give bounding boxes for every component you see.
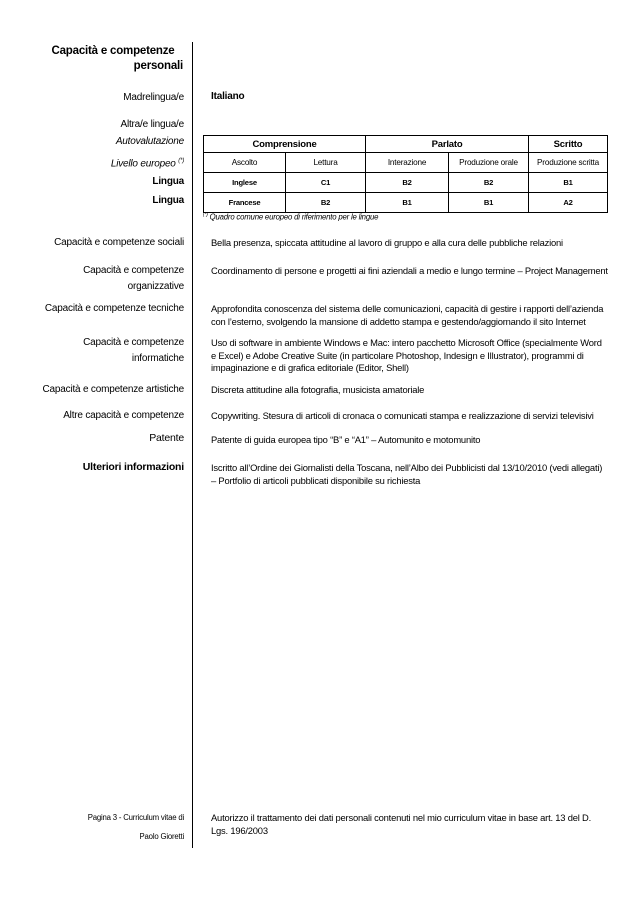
group-speaking: Parlato — [366, 136, 529, 153]
organizational-skills-value: Coordinamento di persone e progetti ai fini aziendali a medio e lungo termine – Project Management — [211, 265, 608, 276]
license-label: Patente — [149, 432, 184, 444]
footer-consent-line-1: Autorizzo il trattamento dei dati personali contenuti nel mio curriculum vitae in base art. 13 del D. — [211, 812, 592, 823]
license-value: Patente di guida europea tipo “B” e “A1” – Automunito e motomunito — [211, 434, 481, 445]
additional-info-value — [211, 462, 611, 487]
other-skills-value: Copywriting. Stesura di articoli di cronaca o comunicati stampa e realizzazione di servizi televisivi — [211, 410, 594, 421]
computer-skills-line-3: impaginazione e di grafica editoriale (Editor, Shell) — [211, 362, 409, 374]
other-skills-label: Altre capacità e competenze — [63, 410, 184, 421]
footer-author-name: Paolo Gioretti — [139, 832, 184, 841]
language-table-group-row — [204, 136, 608, 153]
technical-skills-line-2: con l’esterno, svolgendo la mansione di addetto stampa e gestendo/aggiornando il sito Internet — [211, 315, 586, 327]
column-divider — [192, 42, 193, 848]
technical-skills-value — [211, 303, 606, 328]
level-cell: B2 — [286, 193, 366, 213]
organizational-skills-label-line-2: organizzative — [127, 281, 184, 292]
additional-info-line-1: Iscritto all’Ordine dei Giornalisti della Toscana, nell’Albo dei Pubblicisti dal 13/10/2010 (vedi allegati) — [211, 462, 603, 473]
organizational-skills-label — [83, 264, 184, 293]
language-row-label-2: Lingua — [152, 195, 184, 206]
self-assessment-label: Autovalutazione — [115, 136, 184, 147]
language-table-subheader-row — [204, 153, 608, 173]
subheader-reading: Lettura — [286, 153, 366, 173]
language-name: Francese — [204, 193, 286, 213]
level-cell: C1 — [286, 173, 366, 193]
subheader-listening: Ascolto — [204, 153, 286, 173]
subheader-written-production: Produzione scritta — [529, 153, 608, 173]
computer-skills-line-1: Uso di software in ambiente Windows e Mac: intero pacchetto Microsoft Office (specialmente Word — [211, 337, 602, 348]
computer-skills-value — [211, 337, 606, 375]
technical-skills-label: Capacità e competenze tecniche — [44, 303, 184, 314]
european-level-mark: (*) — [178, 158, 184, 164]
additional-info-line-2: – Portfolio di articoli pubblicati disponibile su richiesta — [211, 474, 421, 486]
section-title-line-2: personali — [133, 60, 183, 72]
footer-consent — [211, 812, 606, 837]
artistic-skills-label: Capacità e competenze artistiche — [42, 384, 184, 395]
subheader-interaction: Interazione — [366, 153, 449, 173]
computer-skills-label-line-1: Capacità e competenze — [83, 337, 184, 348]
mother-tongue-value: Italiano — [211, 91, 245, 102]
table-row — [204, 193, 608, 213]
table-footnote — [203, 212, 378, 222]
level-cell: A2 — [529, 193, 608, 213]
european-level-text: Livello europeo — [110, 158, 176, 170]
group-comprehension: Comprensione — [204, 136, 366, 153]
social-skills-label: Capacità e competenze sociali — [54, 237, 184, 248]
footer-page-number: Pagina 3 - Curriculum vitae di — [87, 813, 184, 822]
social-skills-value: Bella presenza, spiccata attitudine al lavoro di gruppo e alla cura delle pubbliche relazioni — [211, 237, 563, 248]
computer-skills-label — [83, 336, 184, 365]
group-writing: Scritto — [529, 136, 608, 153]
section-title-line-1: Capacità e competenze — [51, 45, 175, 57]
additional-info-label: Ulteriori informazioni — [82, 461, 184, 473]
level-cell: B1 — [529, 173, 608, 193]
language-row-label-1: Lingua — [152, 176, 184, 187]
mother-tongue-label: Madrelingua/e — [123, 92, 184, 103]
footnote-mark: (*) — [203, 212, 208, 218]
level-cell: B1 — [366, 193, 449, 213]
section-title — [43, 44, 183, 74]
computer-skills-line-2: e Excel) e Adobe Creative Suite (in particolare Photoshop, Indesign e Illustrator), programmi di — [211, 349, 584, 361]
artistic-skills-value: Discreta attitudine alla fotografia, musicista amatoriale — [211, 384, 425, 395]
level-cell: B2 — [449, 173, 529, 193]
level-cell: B2 — [366, 173, 449, 193]
language-name: Inglese — [204, 173, 286, 193]
organizational-skills-label-line-1: Capacità e competenze — [83, 265, 184, 276]
subheader-oral-production: Produzione orale — [449, 153, 529, 173]
footnote-text: Quadro comune europeo di riferimento per le lingue — [209, 212, 379, 222]
other-languages-label: Altra/e lingua/e — [120, 119, 184, 130]
table-row — [204, 173, 608, 193]
european-level-label — [111, 155, 184, 170]
language-table — [203, 135, 608, 213]
level-cell: B1 — [449, 193, 529, 213]
footer-page-info — [88, 812, 184, 843]
footer-consent-line-2: Lgs. 196/2003 — [211, 824, 268, 836]
computer-skills-label-line-2: informatiche — [131, 353, 184, 364]
technical-skills-line-1: Approfondita conoscenza del sistema delle comunicazioni, capacità di gestire i rapporti dell’azienda — [211, 303, 604, 314]
